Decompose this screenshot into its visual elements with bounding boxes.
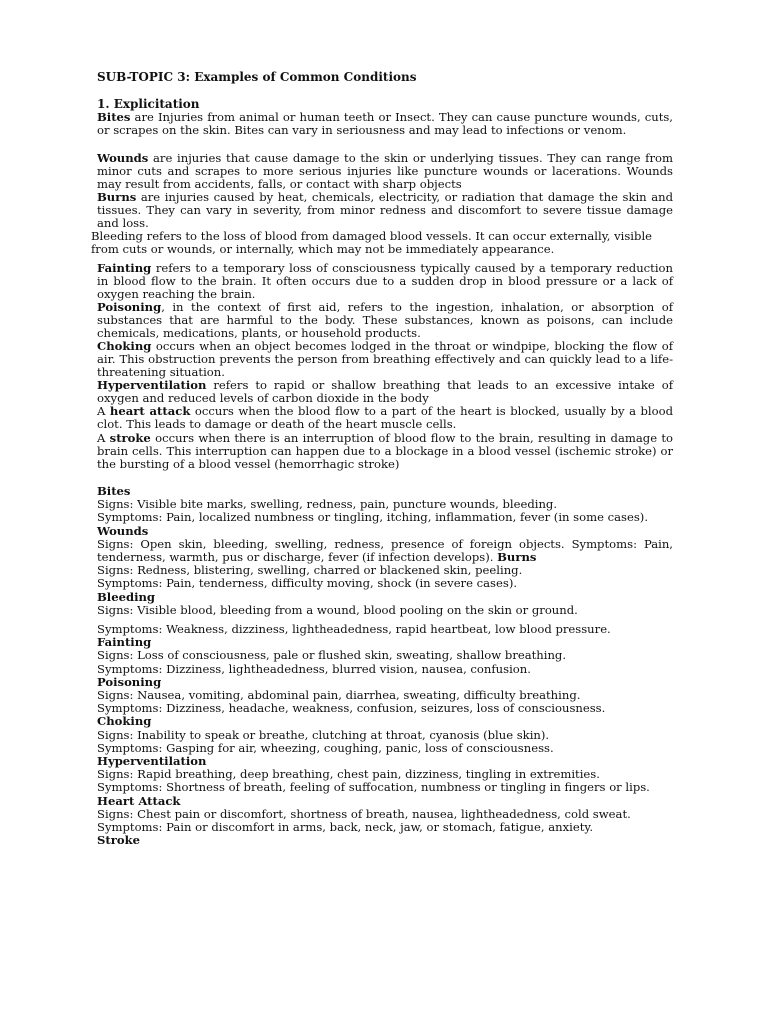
signs-burns: Signs: Redness, blistering, swelling, charred or blackened skin, peeling. (97, 563, 523, 578)
definition-poisoning (97, 301, 673, 341)
signs-bites: Signs: Visible bite marks, swelling, redness, pain, puncture wounds, bleeding. (97, 497, 558, 512)
symptoms-choking: Symptoms: Gasping for air, wheezing, coughing, panic, loss of consciousness. (97, 740, 554, 755)
heading-fainting: Fainting (97, 635, 152, 650)
definition-text: refers to rapid or shallow breathing that leads to an excessive intake of oxygen and reduced levels of carbon dioxide in the body (97, 378, 673, 406)
signs-poisoning: Signs: Nausea, vomiting, abdominal pain, diarrhea, sweating, difficulty breathing. (97, 688, 581, 703)
term-stroke: stroke (109, 431, 151, 445)
symptoms-bleeding: Symptoms: Weakness, dizziness, lightheadedness, rapid heartbeat, low blood pressure. (97, 622, 611, 637)
symptoms-poisoning: Symptoms: Dizziness, headache, weakness, confusion, seizures, loss of consciousness. (97, 701, 606, 716)
definition-text: are Injuries from animal or human teeth or Insect. They can cause puncture wounds, cuts, or scrapes on the skin. Bites can vary in seriousness and may lead to infections or venom. (97, 110, 673, 138)
definition-fainting (97, 262, 673, 302)
signs-symptoms-wounds (97, 538, 673, 564)
heading-heart-attack: Heart Attack (97, 793, 181, 808)
heading-poisoning: Poisoning (97, 674, 162, 689)
term-hyperventilation: Hyperventilation (97, 378, 207, 392)
symptoms-heart-attack: Symptoms: Pain or discomfort in arms, back, neck, jaw, or stomach, fatigue, anxiety. (97, 820, 594, 835)
term-heart-attack: heart attack (109, 404, 191, 418)
definition-text: occurs when the blood flow to a part of the heart is blocked, usually by a blood clot. This leads to damage or death of the heart muscle cells. (97, 404, 674, 432)
definition-burns (97, 191, 673, 231)
definition-text: are injuries that cause damage to the skin or underlying tissues. They can range from minor cuts and scrapes to more serious injuries like puncture wounds or lacerations. Wounds may result from accidents, falls, or contact with sharp objects (97, 151, 673, 192)
heading-wounds: Wounds (97, 523, 149, 538)
symptoms-fainting: Symptoms: Dizziness, lightheadedness, blurred vision, nausea, confusion. (97, 661, 531, 676)
signs-choking: Signs: Inability to speak or breathe, clutching at throat, cyanosis (blue skin). (97, 727, 550, 742)
heading-hyperventilation: Hyperventilation (97, 754, 207, 769)
definition-prefix: A (97, 431, 110, 445)
definition-hyperventilation (97, 379, 673, 405)
definition-prefix: A (97, 404, 110, 418)
section-heading-explicitation: 1. Explicitation (97, 97, 200, 111)
term-fainting: Fainting (97, 261, 152, 275)
term-bites: Bites (97, 110, 131, 124)
definition-bleeding: Bleeding refers to the loss of blood from damaged blood vessels. It can occur externally, visible from cuts or wounds, or internally, which may not be immediately appearance. (91, 229, 653, 257)
heading-stroke: Stroke (97, 833, 140, 848)
term-poisoning: Poisoning (97, 300, 162, 314)
signs-section (97, 485, 673, 847)
definition-bites (97, 111, 673, 137)
definition-stroke (97, 432, 673, 472)
definition-text: occurs when there is an interruption of blood flow to the brain, resulting in damage to brain cells. This interruption can happen due to a blockage in a blood vessel (ischemic stroke) or the bursting of a blood vessel (hemorrhagic stroke) (97, 431, 673, 472)
definition-choking (97, 340, 673, 380)
heading-bleeding: Bleeding (97, 589, 156, 604)
symptoms-burns: Symptoms: Pain, tenderness, difficulty moving, shock (in severe cases). (97, 576, 518, 591)
definition-wounds (97, 152, 673, 192)
signs-hyperventilation: Signs: Rapid breathing, deep breathing, chest pain, dizziness, tingling in extremities. (97, 767, 600, 782)
symptoms-bites: Symptoms: Pain, localized numbness or tingling, itching, inflammation, fever (in some cases). (97, 510, 649, 525)
term-wounds: Wounds (97, 151, 149, 165)
definition-text: , in the context of first aid, refers to the ingestion, inhalation, or absorption of substances that are harmful to the body. These substances, known as poisons, can include chemicals, medications, plants, or household products. (97, 300, 673, 341)
signs-text: Signs: Open skin, bleeding, swelling, redness, presence of foreign objects. Symptoms: Pain, tenderness, warmth, pus or discharge, fever (if infection develops). (97, 536, 673, 565)
definition-text: refers to a temporary loss of consciousness typically caused by a temporary reduction in blood flow to the brain. It often occurs due to a sudden drop in blood pressure or a lack of oxygen reaching the brain. (97, 261, 673, 302)
definition-text: occurs when an object becomes lodged in the throat or windpipe, blocking the flow of air. This obstruction prevents the person from breathing effectively and can quickly lead to a life-threatening situation. (97, 339, 673, 380)
definition-text: are injuries caused by heat, chemicals, electricity, or radiation that damage the skin and tissues. They can vary in severity, from minor redness and discomfort to severe tissue damage and loss. (97, 190, 673, 231)
heading-choking: Choking (97, 714, 152, 729)
heading-burns: Burns (497, 550, 537, 565)
definition-heart-attack (97, 405, 673, 431)
signs-fainting: Signs: Loss of consciousness, pale or flushed skin, sweating, shallow breathing. (97, 648, 567, 663)
signs-bleeding: Signs: Visible blood, bleeding from a wound, blood pooling on the skin or ground. (97, 602, 578, 617)
signs-heart-attack: Signs: Chest pain or discomfort, shortness of breath, nausea, lightheadedness, cold sweat. (97, 806, 631, 821)
page-title: SUB-TOPIC 3: Examples of Common Conditions (97, 70, 417, 84)
term-burns: Burns (97, 190, 137, 204)
symptoms-hyperventilation: Symptoms: Shortness of breath, feeling of suffocation, numbness or tingling in fingers or lips. (97, 780, 650, 795)
term-choking: Choking (97, 339, 152, 353)
heading-bites: Bites (97, 484, 131, 498)
